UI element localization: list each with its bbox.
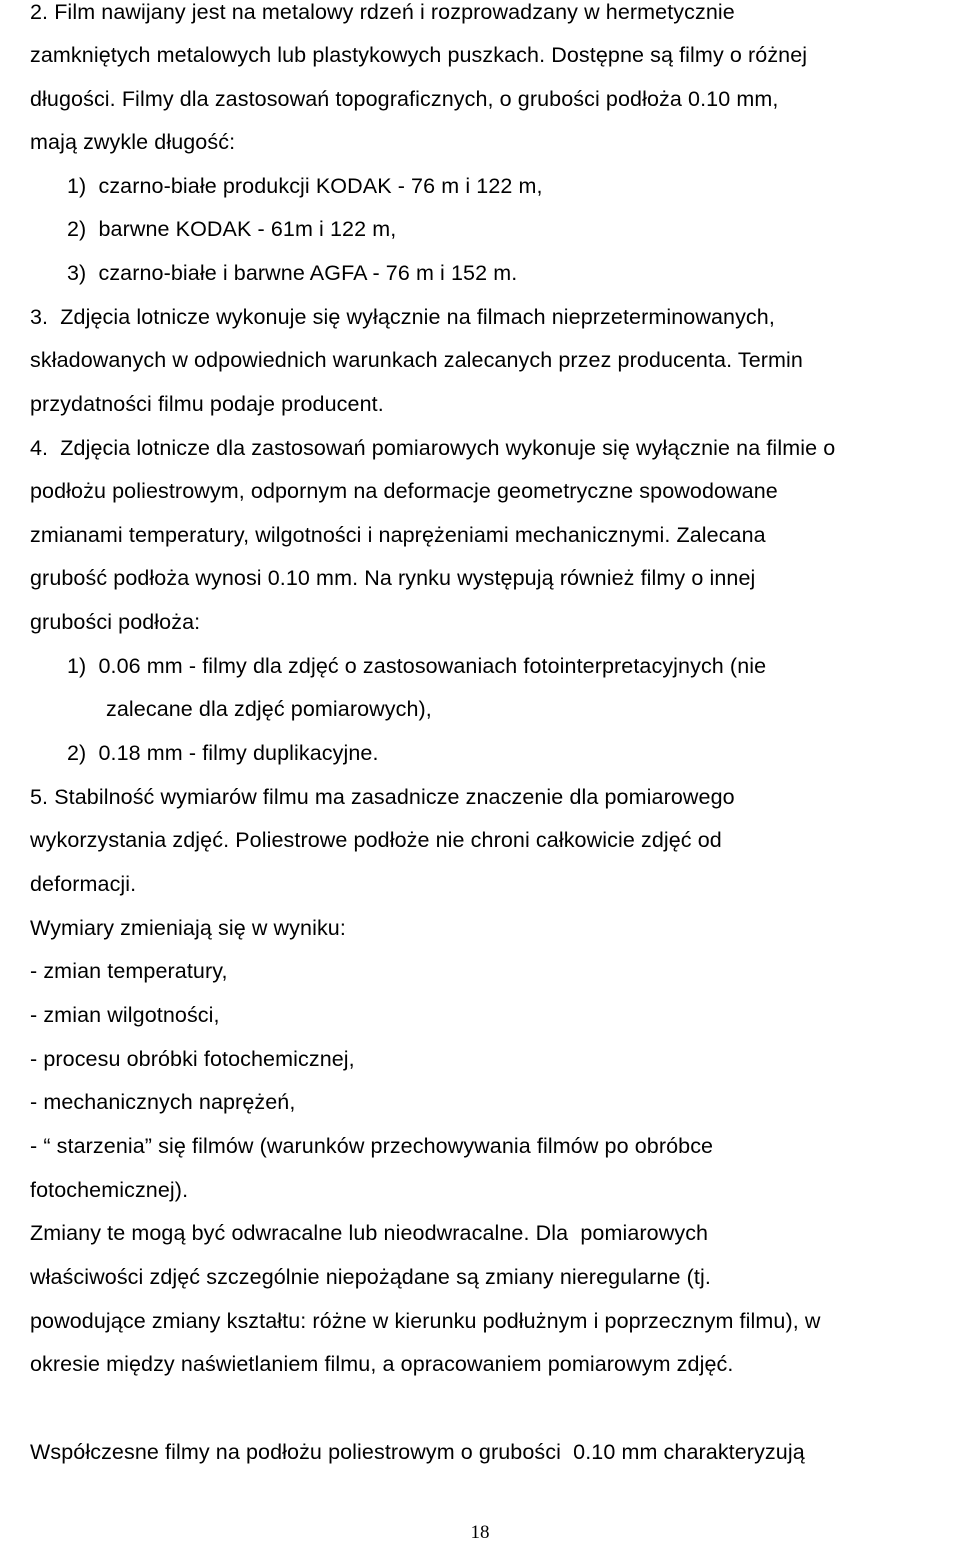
text-line: okresie między naświetlaniem filmu, a opracowaniem pomiarowym zdjęć. xyxy=(30,1352,734,1376)
text-line: długości. Filmy dla zastosowań topograficznych, o grubości podłoża 0.10 mm, xyxy=(30,87,779,111)
page-number: 18 xyxy=(470,1522,490,1543)
list-item: - zmian temperatury, xyxy=(30,959,228,983)
text-line: zmianami temperatury, wilgotności i naprężeniami mechanicznymi. Zalecana xyxy=(30,523,766,547)
list-item: 2) 0.18 mm - filmy duplikacyjne. xyxy=(67,741,379,765)
list-item: 1) czarno-białe produkcji KODAK - 76 m i 122 m, xyxy=(67,174,543,198)
text-line: 4. Zdjęcia lotnicze dla zastosowań pomiarowych wykonuje się wyłącznie na filmie o xyxy=(30,436,836,460)
text-line: grubości podłoża: xyxy=(30,610,201,634)
text-line: podłożu poliestrowym, odpornym na deformacje geometryczne spowodowane xyxy=(30,479,778,503)
list-item: 2) barwne KODAK - 61m i 122 m, xyxy=(67,217,397,241)
text-line: powodujące zmiany kształtu: różne w kierunku podłużnym i poprzecznym filmu), w xyxy=(30,1309,821,1333)
text-line: 3. Zdjęcia lotnicze wykonuje się wyłącznie na filmach nieprzeterminowanych, xyxy=(30,305,775,329)
text-line: 2. Film nawijany jest na metalowy rdzeń i rozprowadzany w hermetycznie xyxy=(30,0,735,24)
list-item: 3) czarno-białe i barwne AGFA - 76 m i 152 m. xyxy=(67,261,518,285)
text-line: mają zwykle długość: xyxy=(30,130,236,154)
text-line: Zmiany te mogą być odwracalne lub nieodwracalne. Dla pomiarowych xyxy=(30,1221,709,1245)
text-line: składowanych w odpowiednich warunkach zalecanych przez producenta. Termin xyxy=(30,348,803,372)
list-item-continuation: zalecane dla zdjęć pomiarowych), xyxy=(106,697,432,721)
text-line: przydatności filmu podaje producent. xyxy=(30,392,384,416)
text-line: Wymiary zmieniają się w wyniku: xyxy=(30,916,346,940)
text-line: wykorzystania zdjęć. Poliestrowe podłoże nie chroni całkowicie zdjęć od xyxy=(30,828,722,852)
list-item: - “ starzenia” się filmów (warunków przechowywania filmów po obróbce xyxy=(30,1134,714,1158)
text-line: deformacji. xyxy=(30,872,137,896)
list-item: - mechanicznych naprężeń, xyxy=(30,1090,296,1114)
text-line: 5. Stabilność wymiarów filmu ma zasadnicze znaczenie dla pomiarowego xyxy=(30,785,735,809)
text-line: Współczesne filmy na podłożu poliestrowym o grubości 0.10 mm charakteryzują xyxy=(30,1440,805,1464)
list-item: - procesu obróbki fotochemicznej, xyxy=(30,1047,355,1071)
text-line: zamkniętych metalowych lub plastykowych puszkach. Dostępne są filmy o różnej xyxy=(30,43,808,67)
text-line: fotochemicznej). xyxy=(30,1178,189,1202)
list-item: - zmian wilgotności, xyxy=(30,1003,220,1027)
text-line: właściwości zdjęć szczególnie niepożądane są zmiany nieregularne (tj. xyxy=(30,1265,711,1289)
list-item: 1) 0.06 mm - filmy dla zdjęć o zastosowaniach fotointerpretacyjnych (nie xyxy=(67,654,767,678)
text-line: grubość podłoża wynosi 0.10 mm. Na rynku występują również filmy o innej xyxy=(30,566,756,590)
